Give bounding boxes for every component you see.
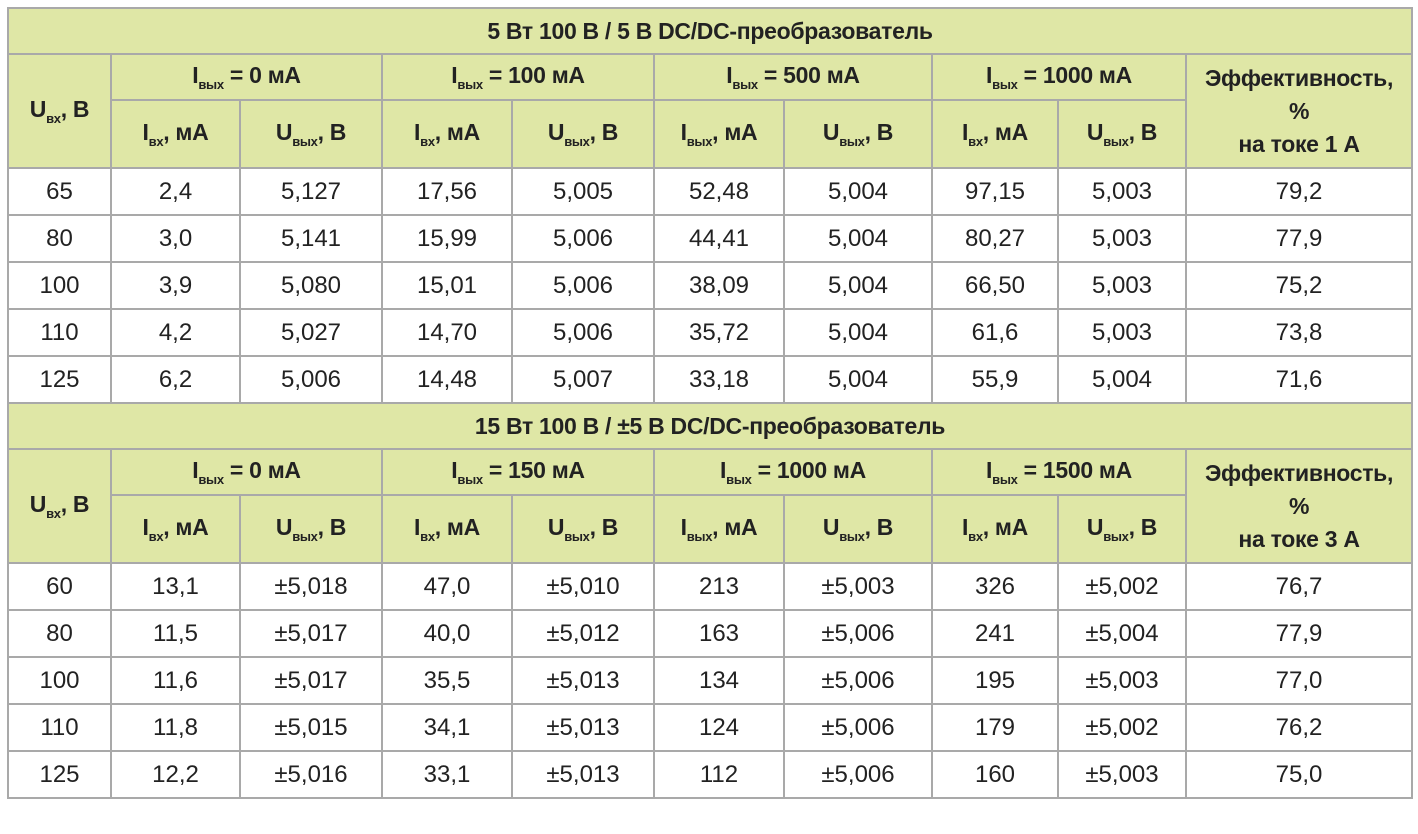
symbol-i: I: [726, 62, 733, 89]
section-title: [8, 403, 1412, 449]
current-column-header: [111, 100, 240, 168]
table-cell: ±5,003: [1058, 657, 1186, 704]
equals-sign: =: [1017, 457, 1043, 484]
current-column-header: [932, 100, 1058, 168]
equals-sign: =: [482, 457, 509, 484]
unit-volt: , В: [60, 491, 90, 518]
unit-milliamp: , мА: [982, 514, 1028, 541]
efficiency-header: [1186, 449, 1412, 563]
subscript-current: вх: [148, 528, 164, 544]
output-voltage-column-header: [240, 495, 382, 563]
subscript-out: вых: [198, 76, 224, 92]
symbol-i: I: [142, 514, 149, 541]
table-row: [8, 168, 1412, 215]
table-cell: 160: [932, 751, 1058, 798]
unit-milliamp: , мА: [712, 514, 758, 541]
efficiency-cell: 77,9: [1186, 215, 1412, 262]
symbol-i: I: [986, 62, 993, 89]
load-current-value: 1500 мА: [1042, 457, 1132, 484]
input-voltage-cell: 60: [8, 563, 111, 610]
subscript-out: вых: [292, 133, 318, 149]
efficiency-label: Эффективность,: [1204, 64, 1394, 91]
table-cell: 163: [654, 610, 784, 657]
table-cell: ±5,003: [1058, 751, 1186, 798]
table-cell: 5,141: [240, 215, 382, 262]
table-row: [8, 309, 1412, 356]
equals-sign: =: [223, 62, 250, 89]
current-column-header: [654, 100, 784, 168]
input-voltage-cell: 100: [8, 657, 111, 704]
table-cell: 97,15: [932, 168, 1058, 215]
efficiency-condition: на токе 3 А: [1238, 525, 1360, 552]
load-current-header: [932, 54, 1186, 100]
current-column-header: [932, 495, 1058, 563]
table-row: [8, 657, 1412, 704]
symbol-u: U: [822, 119, 840, 146]
table-cell: 14,48: [382, 356, 512, 403]
efficiency-unit: %: [1288, 97, 1310, 124]
table-cell: 5,003: [1058, 262, 1186, 309]
load-current-value: 0 мА: [249, 62, 301, 89]
table-cell: ±5,002: [1058, 704, 1186, 751]
subscript-current: вх: [968, 528, 983, 544]
efficiency-header: [1186, 54, 1412, 168]
input-voltage-cell: 100: [8, 262, 111, 309]
table-cell: 14,70: [382, 309, 512, 356]
load-current-header: [382, 54, 654, 100]
table-cell: 13,1: [111, 563, 240, 610]
subscript-out: вых: [992, 471, 1018, 487]
table-cell: 47,0: [382, 563, 512, 610]
subscript-out: вых: [726, 471, 752, 487]
subscript-out: вых: [1103, 133, 1129, 149]
input-voltage-cell: 65: [8, 168, 111, 215]
output-voltage-column-header: [1058, 495, 1186, 563]
table-cell: 5,004: [784, 215, 932, 262]
efficiency-cell: 77,9: [1186, 610, 1412, 657]
efficiency-label: Эффективность,: [1204, 459, 1394, 486]
efficiency-cell: 77,0: [1186, 657, 1412, 704]
table-cell: 5,004: [784, 262, 932, 309]
table-cell: 5,003: [1058, 309, 1186, 356]
table-cell: 40,0: [382, 610, 512, 657]
table-cell: ±5,012: [512, 610, 654, 657]
table-cell: 179: [932, 704, 1058, 751]
load-current-value: 1000 мА: [1042, 62, 1132, 89]
load-current-header: [932, 449, 1186, 495]
table-cell: ±5,017: [240, 657, 382, 704]
subscript-out: вых: [198, 471, 224, 487]
table-row: [8, 751, 1412, 798]
load-current-header: [654, 449, 932, 495]
subscript-current: вх: [968, 133, 983, 149]
table-row: [8, 704, 1412, 751]
symbol-u: U: [1086, 119, 1104, 146]
symbol-i: I: [962, 514, 969, 541]
table-row: [8, 610, 1412, 657]
table-cell: 5,004: [784, 168, 932, 215]
table-cell: ±5,002: [1058, 563, 1186, 610]
table-cell: ±5,006: [784, 657, 932, 704]
table-cell: 124: [654, 704, 784, 751]
symbol-i: I: [451, 457, 458, 484]
symbol-i: I: [680, 514, 687, 541]
table-cell: 5,006: [240, 356, 382, 403]
efficiency-cell: 75,0: [1186, 751, 1412, 798]
unit-volt: , В: [589, 119, 619, 146]
input-voltage-header: [8, 54, 111, 168]
subscript-out: вых: [839, 528, 865, 544]
table-cell: 15,99: [382, 215, 512, 262]
current-column-header: [654, 495, 784, 563]
input-voltage-header: [8, 449, 111, 563]
table-cell: 5,080: [240, 262, 382, 309]
efficiency-condition: на токе 1 А: [1238, 130, 1360, 157]
unit-milliamp: , мА: [163, 514, 209, 541]
table-cell: 66,50: [932, 262, 1058, 309]
subscript-current: вх: [420, 133, 435, 149]
header-row-load: [8, 449, 1412, 495]
symbol-i: I: [192, 62, 199, 89]
equals-sign: =: [482, 62, 509, 89]
output-voltage-column-header: [512, 495, 654, 563]
symbol-u: U: [822, 514, 840, 541]
efficiency-cell: 76,2: [1186, 704, 1412, 751]
table-cell: 11,5: [111, 610, 240, 657]
table-cell: 5,027: [240, 309, 382, 356]
table-cell: 15,01: [382, 262, 512, 309]
table-cell: 4,2: [111, 309, 240, 356]
subscript-in: вх: [46, 505, 61, 521]
section-title-text: 5 Вт 100 В / 5 В DC/DC-преобразователь: [487, 17, 933, 44]
subscript-out: вых: [839, 133, 865, 149]
table-cell: 195: [932, 657, 1058, 704]
table-row: [8, 262, 1412, 309]
symbol-u: U: [29, 96, 47, 123]
input-voltage-cell: 80: [8, 610, 111, 657]
table-cell: 5,006: [512, 262, 654, 309]
table-row: [8, 215, 1412, 262]
table-cell: 5,004: [784, 356, 932, 403]
table-cell: 35,5: [382, 657, 512, 704]
converter-data-table: [7, 7, 1413, 799]
unit-volt: , В: [1128, 119, 1158, 146]
efficiency-cell: 73,8: [1186, 309, 1412, 356]
current-column-header: [382, 495, 512, 563]
input-voltage-cell: 80: [8, 215, 111, 262]
subscript-out: вых: [292, 528, 318, 544]
table-row: [8, 356, 1412, 403]
symbol-i: I: [414, 119, 421, 146]
output-voltage-column-header: [784, 495, 932, 563]
equals-sign: =: [223, 457, 250, 484]
unit-milliamp: , мА: [434, 119, 480, 146]
unit-volt: , В: [60, 96, 90, 123]
load-current-header: [111, 449, 382, 495]
table-cell: ±5,010: [512, 563, 654, 610]
symbol-i: I: [142, 119, 149, 146]
table-cell: 6,2: [111, 356, 240, 403]
symbol-u: U: [275, 514, 293, 541]
table-cell: 3,0: [111, 215, 240, 262]
table-cell: 5,006: [512, 309, 654, 356]
subscript-current: вх: [148, 133, 164, 149]
output-voltage-column-header: [1058, 100, 1186, 168]
symbol-i: I: [451, 62, 458, 89]
table-cell: 35,72: [654, 309, 784, 356]
equals-sign: =: [751, 457, 777, 484]
subscript-current: вых: [686, 133, 713, 149]
symbol-i: I: [414, 514, 421, 541]
input-voltage-cell: 125: [8, 356, 111, 403]
symbol-u: U: [1086, 514, 1104, 541]
table-cell: 213: [654, 563, 784, 610]
table-cell: 11,6: [111, 657, 240, 704]
subscript-in: вх: [46, 110, 61, 126]
table-cell: ±5,017: [240, 610, 382, 657]
table-cell: 80,27: [932, 215, 1058, 262]
equals-sign: =: [757, 62, 784, 89]
subscript-out: вых: [457, 471, 483, 487]
table-cell: 5,003: [1058, 215, 1186, 262]
load-current-value: 500 мА: [783, 62, 860, 89]
table-cell: ±5,003: [784, 563, 932, 610]
section-title-row: [8, 403, 1412, 449]
table-cell: 134: [654, 657, 784, 704]
load-current-value: 150 мА: [508, 457, 585, 484]
table-cell: 34,1: [382, 704, 512, 751]
table-cell: 44,41: [654, 215, 784, 262]
symbol-i: I: [720, 457, 727, 484]
subscript-current: вых: [686, 528, 713, 544]
table-cell: 2,4: [111, 168, 240, 215]
load-current-value: 1000 мА: [776, 457, 866, 484]
table-cell: 52,48: [654, 168, 784, 215]
table-cell: 11,8: [111, 704, 240, 751]
section-title-text: 15 Вт 100 В / ±5 В DC/DC-преобразователь: [474, 412, 946, 439]
unit-milliamp: , мА: [712, 119, 758, 146]
table-cell: 17,56: [382, 168, 512, 215]
input-voltage-cell: 110: [8, 704, 111, 751]
input-voltage-cell: 110: [8, 309, 111, 356]
table-cell: ±5,006: [784, 610, 932, 657]
table-cell: 5,003: [1058, 168, 1186, 215]
unit-milliamp: , мА: [982, 119, 1028, 146]
current-column-header: [111, 495, 240, 563]
efficiency-cell: 75,2: [1186, 262, 1412, 309]
unit-volt: , В: [864, 119, 894, 146]
table-cell: 38,09: [654, 262, 784, 309]
output-voltage-column-header: [784, 100, 932, 168]
input-voltage-cell: 125: [8, 751, 111, 798]
header-row-load: [8, 54, 1412, 100]
table-cell: ±5,004: [1058, 610, 1186, 657]
table-cell: ±5,016: [240, 751, 382, 798]
subscript-out: вых: [457, 76, 483, 92]
table-body: [8, 8, 1412, 798]
table-row: [8, 563, 1412, 610]
table-cell: 5,005: [512, 168, 654, 215]
table-cell: 5,006: [512, 215, 654, 262]
table-cell: 12,2: [111, 751, 240, 798]
table-cell: 5,007: [512, 356, 654, 403]
table-cell: 55,9: [932, 356, 1058, 403]
table-cell: ±5,013: [512, 657, 654, 704]
unit-volt: , В: [864, 514, 894, 541]
equals-sign: =: [1017, 62, 1043, 89]
table-cell: ±5,018: [240, 563, 382, 610]
table-cell: 5,004: [784, 309, 932, 356]
table-cell: 326: [932, 563, 1058, 610]
table-cell: ±5,015: [240, 704, 382, 751]
load-current-value: 0 мА: [249, 457, 301, 484]
table-cell: ±5,013: [512, 704, 654, 751]
symbol-i: I: [192, 457, 199, 484]
section-title-row: [8, 8, 1412, 54]
table-cell: 5,127: [240, 168, 382, 215]
subscript-out: вых: [732, 76, 758, 92]
unit-milliamp: , мА: [163, 119, 209, 146]
unit-milliamp: , мА: [434, 514, 480, 541]
load-current-value: 100 мА: [508, 62, 585, 89]
symbol-i: I: [962, 119, 969, 146]
table-cell: 33,1: [382, 751, 512, 798]
output-voltage-column-header: [512, 100, 654, 168]
table-cell: ±5,006: [784, 704, 932, 751]
unit-volt: , В: [589, 514, 619, 541]
table-cell: 33,18: [654, 356, 784, 403]
load-current-header: [382, 449, 654, 495]
subscript-out: вых: [1103, 528, 1129, 544]
unit-volt: , В: [1128, 514, 1158, 541]
subscript-out: вых: [992, 76, 1018, 92]
symbol-u: U: [29, 491, 47, 518]
unit-volt: , В: [317, 119, 347, 146]
symbol-u: U: [275, 119, 293, 146]
current-column-header: [382, 100, 512, 168]
subscript-current: вх: [420, 528, 435, 544]
symbol-i: I: [680, 119, 687, 146]
table-cell: 61,6: [932, 309, 1058, 356]
table-cell: 112: [654, 751, 784, 798]
output-voltage-column-header: [240, 100, 382, 168]
efficiency-cell: 76,7: [1186, 563, 1412, 610]
section-title: [8, 8, 1412, 54]
subscript-out: вых: [564, 528, 590, 544]
table-cell: 241: [932, 610, 1058, 657]
load-current-header: [111, 54, 382, 100]
subscript-out: вых: [564, 133, 590, 149]
efficiency-cell: 79,2: [1186, 168, 1412, 215]
symbol-u: U: [547, 514, 565, 541]
table-cell: 5,004: [1058, 356, 1186, 403]
table-cell: ±5,006: [784, 751, 932, 798]
unit-volt: , В: [317, 514, 347, 541]
efficiency-unit: %: [1288, 492, 1310, 519]
symbol-i: I: [986, 457, 993, 484]
efficiency-cell: 71,6: [1186, 356, 1412, 403]
table-cell: ±5,013: [512, 751, 654, 798]
table-cell: 3,9: [111, 262, 240, 309]
symbol-u: U: [547, 119, 565, 146]
load-current-header: [654, 54, 932, 100]
